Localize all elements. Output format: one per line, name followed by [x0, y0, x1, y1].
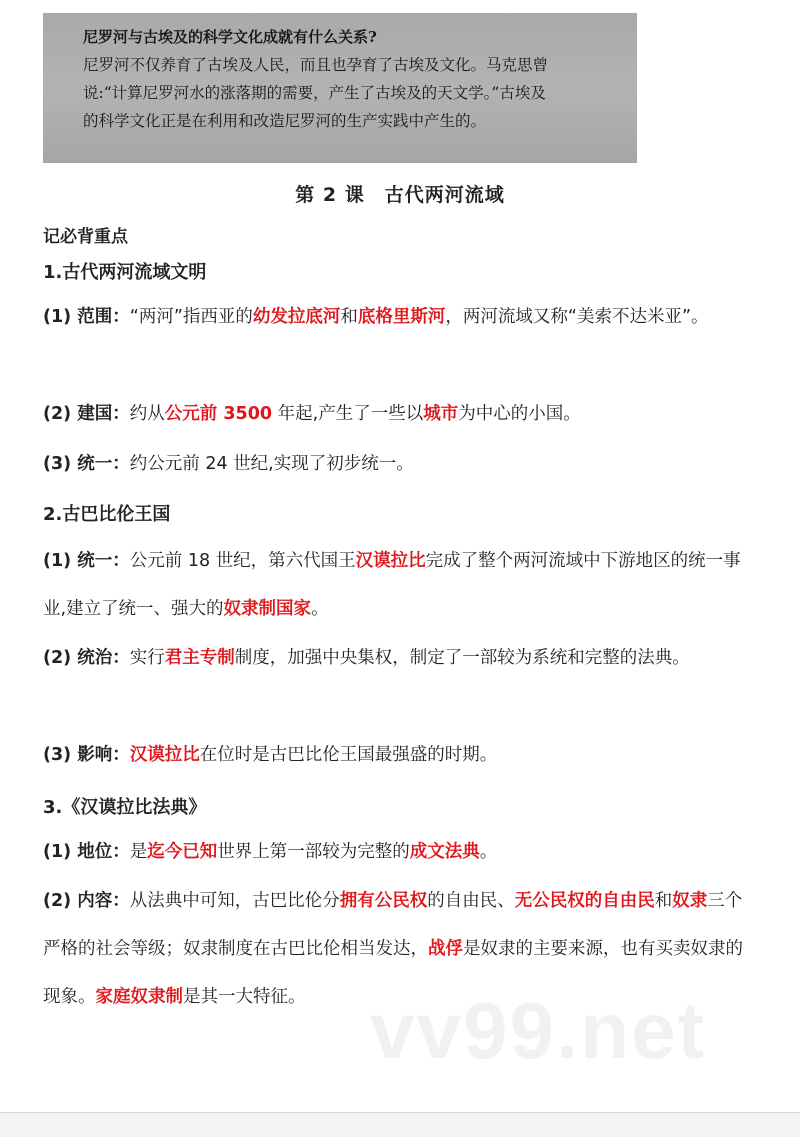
para-label: (1) 范围：: [43, 307, 130, 327]
paragraph-status: [43, 828, 755, 876]
subtitle: 记必背重点: [43, 227, 128, 247]
highlight: 汉谟拉比: [129, 745, 200, 765]
para-text: 和: [340, 307, 358, 327]
para-text: “两河”指西亚的: [129, 307, 253, 327]
para-label: (1) 统一：: [43, 551, 130, 571]
para-text: 公元前 18 世纪，第六代国王: [129, 551, 356, 571]
highlight: 公元前 3500: [164, 404, 273, 424]
highlight: 奴隶: [672, 891, 708, 911]
para-text: 是其一大特征。: [183, 987, 306, 1007]
paragraph-founding: [43, 390, 755, 438]
highlight: 汉谟拉比: [355, 551, 426, 571]
para-label: (1) 地位：: [43, 842, 130, 862]
para-text: 在位时是古巴比伦王国最强盛的时期。: [199, 745, 498, 765]
highlight: 家庭奴隶制: [95, 987, 183, 1007]
section-heading-2: 2.古巴比伦王国: [43, 504, 171, 525]
para-text: 制度，加强中央集权，制定了一部较为系统和完整的法典。: [234, 648, 690, 668]
paragraph-babylon-unification: [43, 537, 755, 633]
paragraph-unification: [43, 440, 755, 488]
para-text: 年起,产生了一些以: [272, 404, 424, 424]
para-text: 是: [129, 842, 148, 862]
para-label: (3) 影响：: [43, 745, 130, 765]
para-text: 。: [311, 599, 329, 619]
highlight: 底格里斯河: [357, 307, 446, 327]
highlight: 幼发拉底河: [252, 307, 341, 327]
para-text: 是奴隶的主要来源，也有买卖奴隶的现象。: [43, 939, 743, 1007]
para-text: 从法典中可知，古巴比伦分: [129, 891, 340, 911]
para-text: 约从: [129, 404, 165, 424]
highlight: 迄今已知: [147, 842, 218, 862]
photo-line: 的科学文化正是在利用和改造尼罗河的生产实践中产生的。: [83, 112, 487, 130]
para-text: 完成了整个两河流域中下游地区的统一事业,建立了统一、强大的: [43, 551, 741, 619]
para-label: (2) 内容：: [43, 891, 130, 911]
para-text: ，两河流域又称“美索不达米亚”。: [445, 307, 709, 327]
paragraph-influence: [43, 731, 755, 779]
photo-line: 说:“计算尼罗河水的涨落期的需要，产生了古埃及的天文学。”古埃及: [83, 84, 546, 102]
section-heading-3: 3.《汉谟拉比法典》: [43, 797, 207, 818]
para-text: 世界上第一部较为完整的: [217, 842, 410, 862]
para-text: 实行: [129, 648, 165, 668]
highlight: 奴隶制国家: [223, 599, 312, 619]
photo-line: 尼罗河不仅养育了古埃及人民，而且也孕育了古埃及文化。马克思曾: [83, 56, 549, 74]
page-footer-band: [0, 1113, 800, 1137]
para-label: (2) 统治：: [43, 648, 130, 668]
watermark: vv99.net: [370, 986, 707, 1075]
photo-question: 尼罗河与古埃及的科学文化成就有什么关系?: [83, 28, 377, 46]
para-label: (3) 统一：: [43, 454, 130, 474]
highlight: 无公民权的自由民: [514, 891, 655, 911]
paragraph-range: [43, 293, 755, 341]
para-text: 三个严格的社会等级；奴隶制度在古巴比伦相当发达，: [43, 891, 743, 959]
para-text: 和: [654, 891, 673, 911]
highlight: 战俘: [428, 939, 463, 959]
textbook-photo: [43, 13, 637, 163]
highlight: 拥有公民权: [339, 891, 428, 911]
paragraph-rule: [43, 634, 755, 682]
highlight: 城市: [423, 404, 459, 424]
para-text: 的自由民、: [427, 891, 515, 911]
highlight: 成文法典: [409, 842, 480, 862]
para-text: 。: [479, 842, 498, 862]
highlight: 君主专制: [164, 648, 235, 668]
section-heading-1: 1.古代两河流域文明: [43, 262, 207, 283]
para-label: (2) 建国：: [43, 404, 130, 424]
para-text: 约公元前 24 世纪,实现了初步统一。: [129, 454, 414, 474]
lesson-title: 第 2 课 古代两河流域: [295, 184, 505, 206]
para-text: 为中心的小国。: [458, 404, 581, 424]
